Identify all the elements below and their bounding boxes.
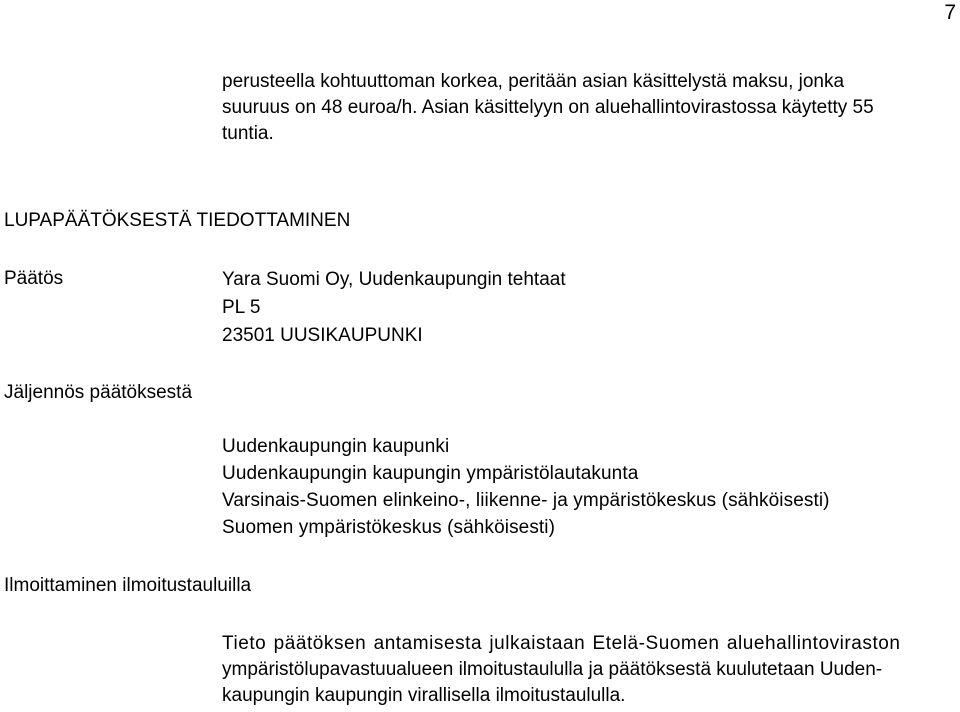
- decision-recipient-line: 23501 UUSIKAUPUNKI: [222, 325, 423, 346]
- intro-paragraph-line: tuntia.: [222, 123, 274, 144]
- notice-text-line: ympäristölupavastuualueen ilmoitustaululla ja päätöksestä kuulutetaan Uuden-: [222, 659, 883, 680]
- copy-recipient-line: Varsinais-Suomen elinkeino-, liikenne- ja ympäristökeskus (sähköisesti): [222, 490, 830, 511]
- intro-paragraph: [222, 69, 874, 147]
- intro-paragraph-line: perusteella kohtuuttoman korkea, peritään asian käsittelystä maksu, jonka: [222, 71, 845, 92]
- section-heading: LUPAPÄÄTÖKSESTÄ TIEDOTTAMINEN: [4, 210, 351, 231]
- decision-recipient-line: Yara Suomi Oy, Uudenkaupungin tehtaat: [222, 269, 566, 290]
- copy-recipient-line: Suomen ympäristökeskus (sähköisesti): [222, 517, 556, 538]
- copy-recipient-line: Uudenkaupungin kaupunki: [222, 436, 450, 457]
- decision-recipient: [222, 266, 566, 350]
- page-number: 7: [944, 1, 956, 24]
- notice-label: Ilmoittaminen ilmoitustauluilla: [4, 575, 252, 596]
- copy-recipient-line: Uudenkaupungin kaupungin ympäristölautakunta: [222, 463, 639, 484]
- intro-paragraph-line: suuruus on 48 euroa/h. Asian käsittelyyn on aluehallintovirastossa käytetty 55: [222, 97, 874, 118]
- decision-recipient-line: PL 5: [222, 297, 261, 318]
- notice-text-line: Tieto päätöksen antamisesta julkaistaan Etelä-Suomen aluehallintoviraston: [222, 633, 901, 654]
- copy-label: Jäljennös päätöksestä: [4, 382, 193, 403]
- copy-recipients: [222, 433, 830, 541]
- notice-text-line: kaupungin kaupungin virallisella ilmoitustaululla.: [222, 685, 626, 706]
- notice-text: [222, 631, 901, 709]
- decision-label: Päätös: [4, 268, 64, 289]
